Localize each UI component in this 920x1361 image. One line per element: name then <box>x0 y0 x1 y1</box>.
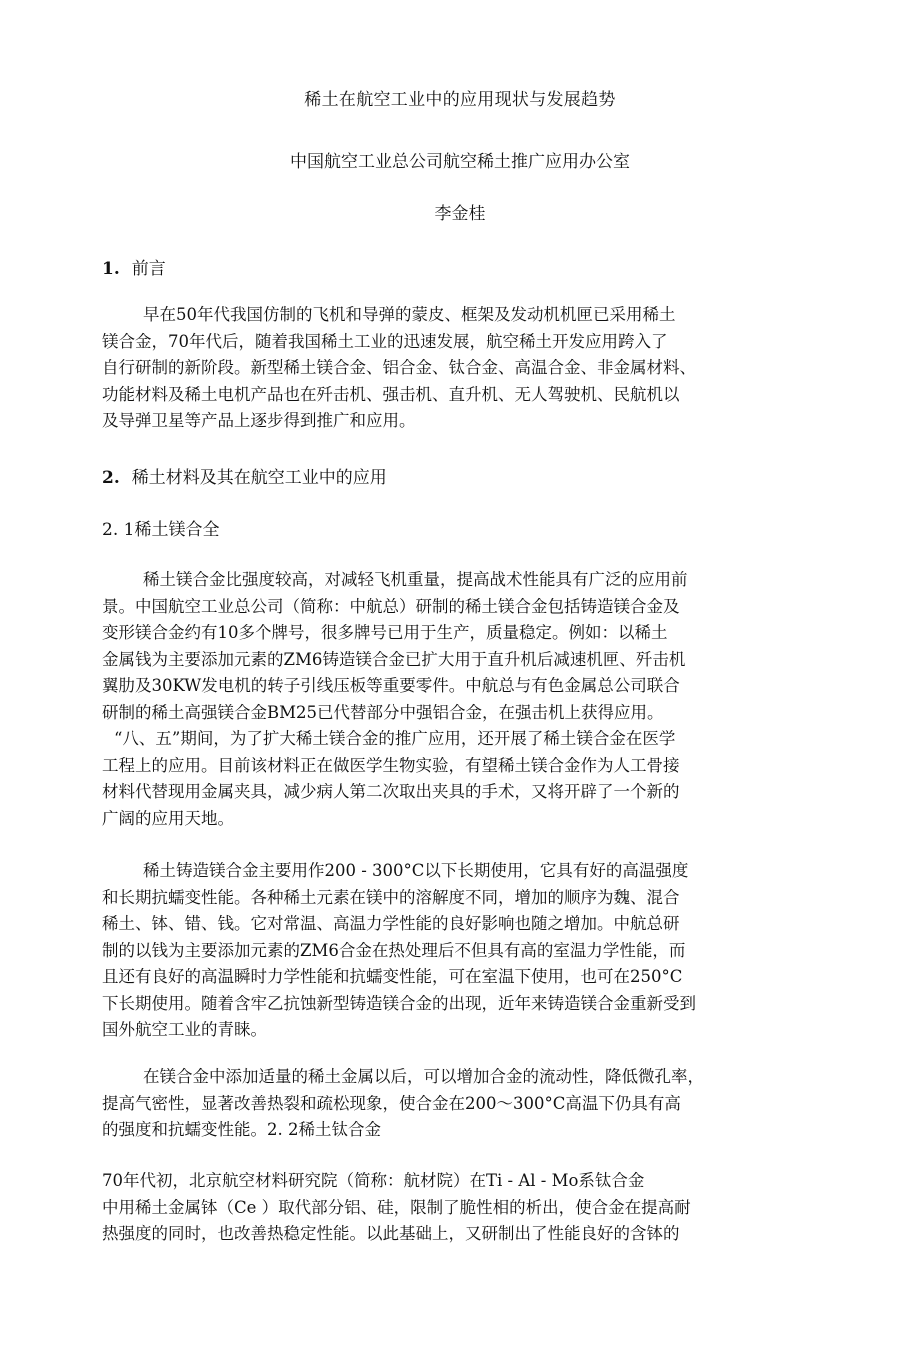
author-name: 李金桂 <box>434 204 486 224</box>
section-2-paragraph-2 <box>102 858 802 1044</box>
paragraph-line: “八、五”期间，为了扩大稀土镁合金的推广应用，还开展了稀土镁合金在医学 <box>114 729 676 748</box>
section-2-paragraph-1 <box>102 567 802 832</box>
paragraph-line: 稀土铸造镁合金主要用作200 - 300°C以下长期使用，它具有好的高温强度 <box>143 861 689 880</box>
section-2-heading <box>102 466 387 490</box>
paragraph-line: 研制的稀土高强镁合金BM25已代替部分中强铝合金，在强击机上获得应用。 <box>102 702 664 722</box>
paragraph-line: 和长期抗蠕变性能。各种稀土元素在镁中的溶解度不同，增加的顺序为魏、混合 <box>102 887 680 907</box>
paragraph-line: 景。中国航空工业总公司（简称：中航总）研制的稀土镁合金包括铸造镁合金及 <box>102 596 680 616</box>
section-1-title: 前言 <box>131 259 166 279</box>
section-1-number: 1. <box>102 259 120 279</box>
section-1-paragraph-1 <box>102 302 802 435</box>
paragraph-line: 翼肋及30KW发电机的转子引线压板等重要零件。中航总与有色金属总公司联合 <box>102 676 680 695</box>
paragraph-line: 工程上的应用。目前该材料正在做医学生物实验，有望稀土镁合金作为人工骨接 <box>102 755 680 775</box>
section-2-number: 2. <box>102 468 120 488</box>
paragraph-line: 国外航空工业的青睐。 <box>102 1020 267 1039</box>
paragraph-line: 材料代替现用金属夹具，减少病人第二次取出夹具的手术，又将开辟了一个新的 <box>102 782 680 801</box>
paragraph-line: 及导弹卫星等产品上逐步得到推广和应用。 <box>102 411 416 430</box>
paragraph-line: 提高气密性，显著改善热裂和疏松现象，使合金在200～300°C高温下仍具有高 <box>102 1093 681 1113</box>
paragraph-line: 且还有良好的高温瞬时力学性能和抗蠕变性能，可在室温下使用，也可在250°C <box>102 967 683 986</box>
paragraph-line: 早在50年代我国仿制的飞机和导弹的蒙皮、框架及发动机机匣已采用稀土 <box>143 305 676 324</box>
paragraph-line: 热强度的同时，也改善热稳定性能。以此基础上，又研制出了性能良好的含钵的 <box>102 1224 680 1243</box>
paragraph-line: 金属钱为主要添加元素的ZM6铸造镁合金已扩大用于直升机后减速机匣、歼击机 <box>102 649 686 669</box>
paragraph-line: 的强度和抗蠕变性能。2. 2稀土钛合金 <box>102 1120 381 1139</box>
section-2-paragraph-4 <box>102 1168 802 1248</box>
paragraph-line: 中用稀土金属钵（Ce ）取代部分铝、硅，限制了脆性相的析出，使合金在提高耐 <box>102 1197 691 1217</box>
paragraph-line: 70年代初，北京航空材料研究院（简称：航材院）在Ti - Al - Mo系钛合金 <box>102 1171 645 1190</box>
paragraph-line: 广阔的应用天地。 <box>102 808 234 828</box>
section-2-paragraph-3 <box>102 1064 802 1144</box>
section-1-heading <box>102 257 166 281</box>
author-affiliation: 中国航空工业总公司航空稀土推广应用办公室 <box>290 152 630 172</box>
paragraph-line: 变形镁合金约有10多个牌号，很多牌号已用于生产，质量稳定。例如：以稀土 <box>102 623 668 642</box>
paragraph-line: 在镁合金中添加适量的稀土金属以后，可以增加合金的流动性，降低微孔率， <box>143 1067 704 1086</box>
subsection-2-1-heading: 2. 1稀土镁合全 <box>102 520 220 540</box>
section-2-title: 稀土材料及其在航空工业中的应用 <box>131 468 387 488</box>
paragraph-line: 下长期使用。随着含牢乙抗蚀新型铸造镁合金的出现，近年来铸造镁合金重新受到 <box>102 993 696 1013</box>
document-title: 稀土在航空工业中的应用现状与发展趋势 <box>304 90 616 110</box>
paragraph-line: 稀土、钵、错、钱。它对常温、高温力学性能的良好影响也随之增加。中航总研 <box>102 914 680 933</box>
paragraph-line: 镁合金，70年代后，随着我国稀土工业的迅速发展，航空稀土开发应用跨入了 <box>102 331 668 351</box>
paragraph-line: 制的以钱为主要添加元素的ZM6合金在热处理后不但具有高的室温力学性能，而 <box>102 940 686 960</box>
paragraph-line: 自行研制的新阶段。新型稀土镁合金、铝合金、钛合金、高温合金、非金属材料、 <box>102 358 696 377</box>
paragraph-line: 功能材料及稀土电机产品也在歼击机、强击机、直升机、无人驾驶机、民航机以 <box>102 384 680 404</box>
paragraph-line: 稀土镁合金比强度较高，对减轻飞机重量，提高战术性能具有广泛的应用前 <box>143 570 688 589</box>
